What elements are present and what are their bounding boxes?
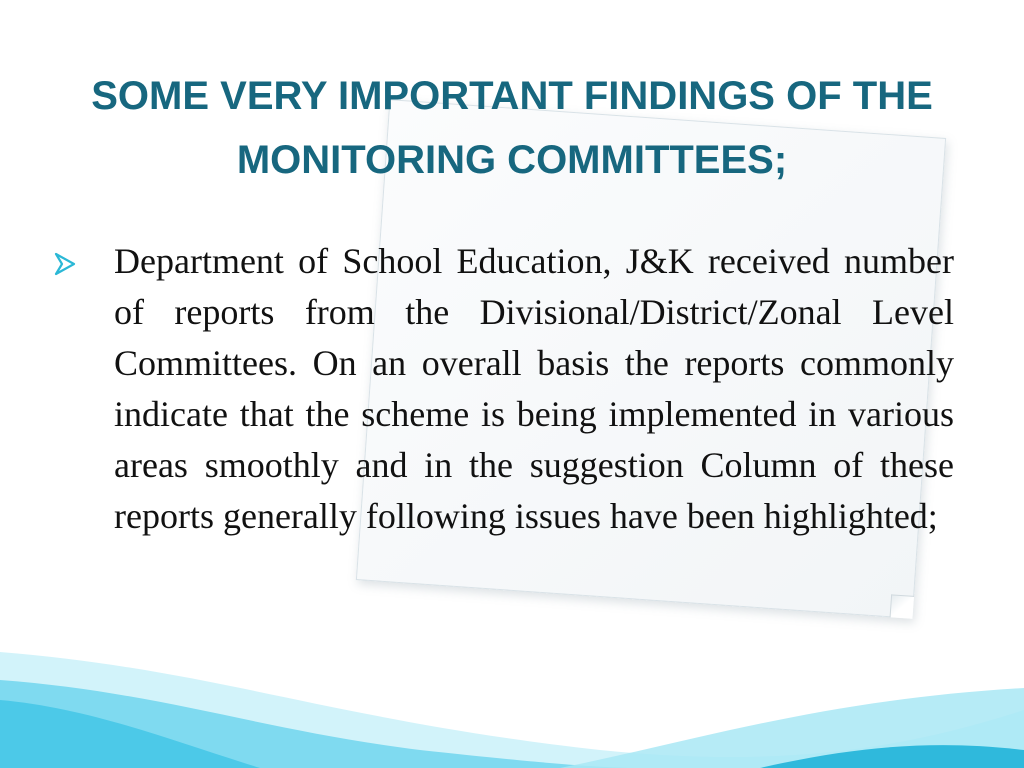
bullet-text: Department of School Education, J&K received number of reports from the Divisional/District/Zonal Level Committees. On an overall basis the reports commonly indicate that the scheme is being implemented in various areas smoothly and in the suggestion Column of these reports generally following issues have been highlighted; — [114, 241, 954, 536]
slide-title: SOME VERY IMPORTANT FINDINGS OF THE MONITORING COMMITTEES; — [91, 74, 933, 182]
wave-decoration — [0, 600, 1024, 768]
arrowhead-bullet-icon — [52, 250, 80, 278]
